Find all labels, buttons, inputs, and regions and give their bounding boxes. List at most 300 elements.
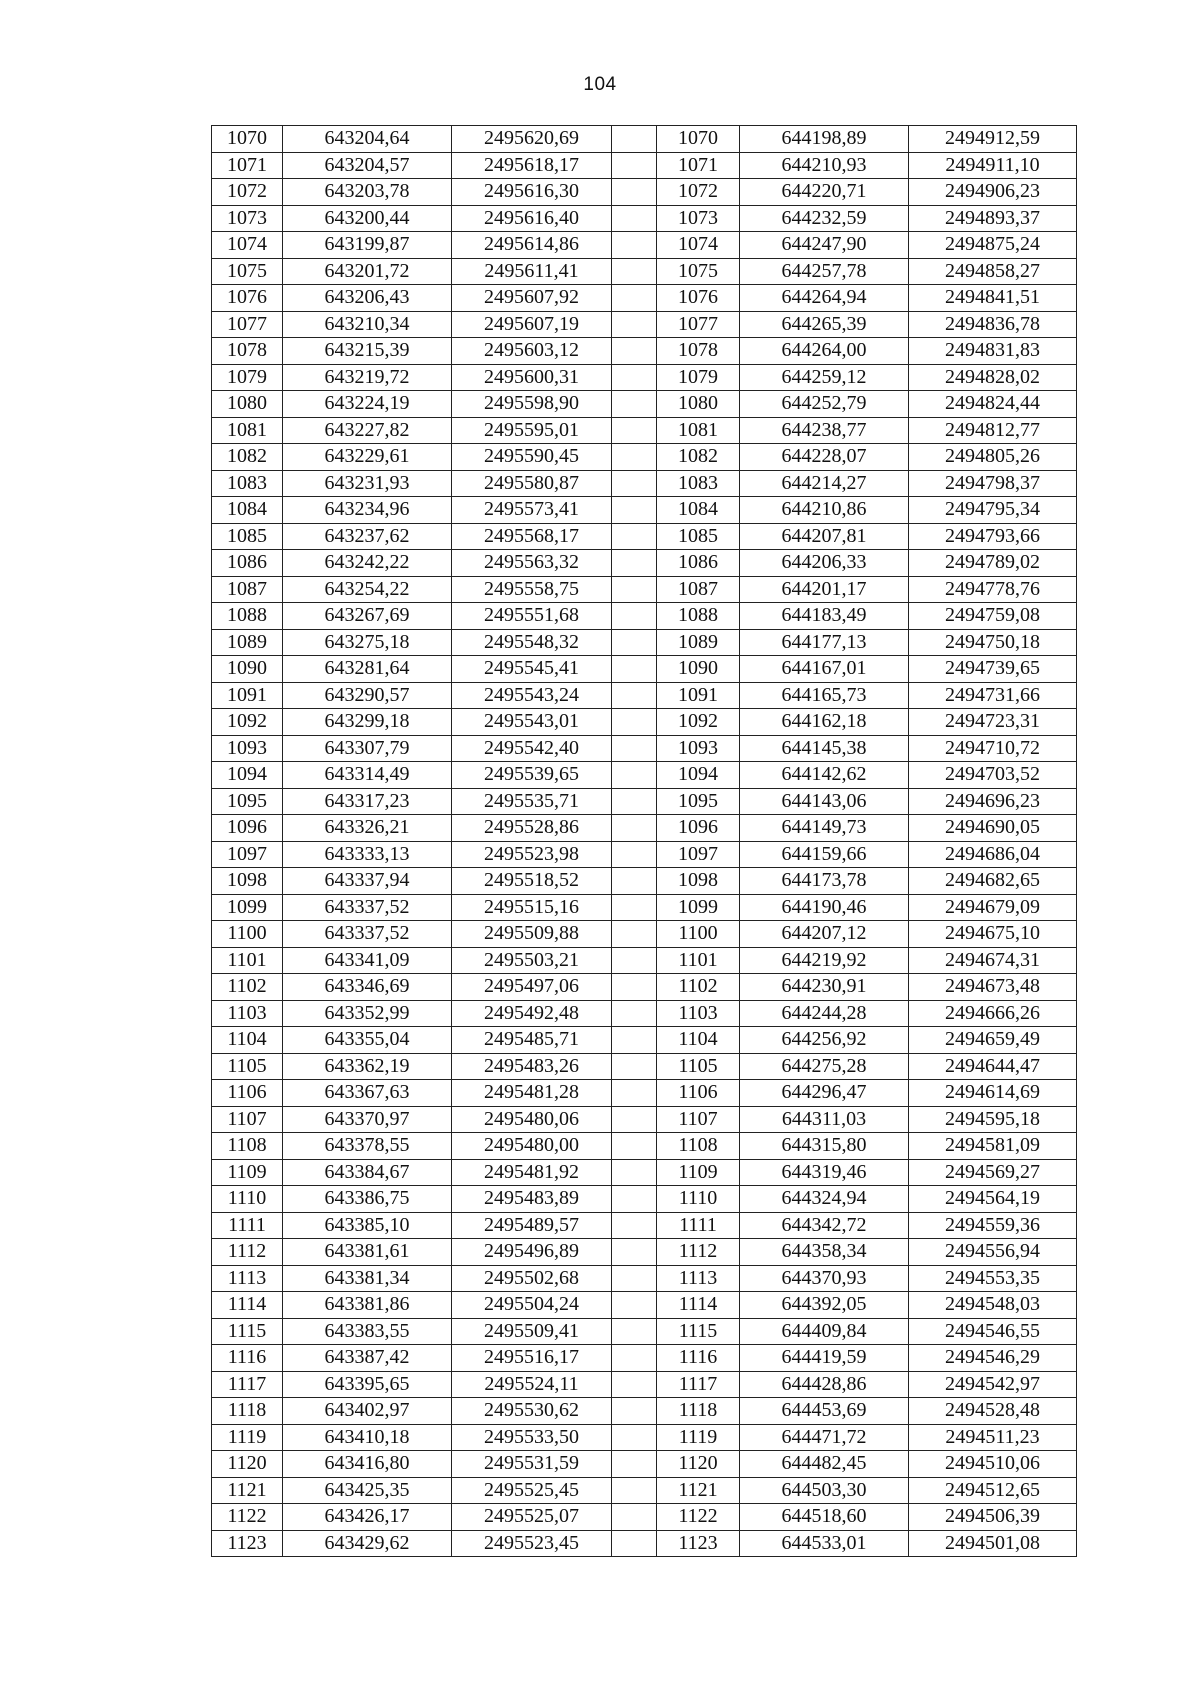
x-coordinate-left: 643234,96 (283, 497, 452, 524)
point-number-left: 1070 (212, 126, 283, 153)
spacer-cell (612, 205, 657, 232)
x-coordinate-right: 644342,72 (740, 1212, 909, 1239)
y-coordinate-right: 2494553,35 (909, 1265, 1077, 1292)
spacer-cell (612, 1424, 657, 1451)
y-coordinate-right: 2494679,09 (909, 894, 1077, 921)
table-row (212, 1530, 1077, 1557)
x-coordinate-right: 644533,01 (740, 1530, 909, 1557)
point-number-left: 1074 (212, 232, 283, 259)
y-coordinate-left: 2495533,50 (452, 1424, 612, 1451)
x-coordinate-right: 644256,92 (740, 1027, 909, 1054)
y-coordinate-right: 2494831,83 (909, 338, 1077, 365)
point-number-left: 1103 (212, 1000, 283, 1027)
point-number-right: 1120 (657, 1451, 740, 1478)
point-number-left: 1108 (212, 1133, 283, 1160)
table-row (212, 550, 1077, 577)
point-number-right: 1114 (657, 1292, 740, 1319)
point-number-right: 1117 (657, 1371, 740, 1398)
coordinates-table-body (212, 126, 1077, 1557)
x-coordinate-right: 644220,71 (740, 179, 909, 206)
point-number-left: 1076 (212, 285, 283, 312)
spacer-cell (612, 947, 657, 974)
point-number-left: 1113 (212, 1265, 283, 1292)
x-coordinate-right: 644219,92 (740, 947, 909, 974)
x-coordinate-right: 644162,18 (740, 709, 909, 736)
y-coordinate-right: 2494778,76 (909, 576, 1077, 603)
spacer-cell (612, 815, 657, 842)
point-number-left: 1073 (212, 205, 283, 232)
y-coordinate-right: 2494559,36 (909, 1212, 1077, 1239)
x-coordinate-left: 643215,39 (283, 338, 452, 365)
table-row (212, 815, 1077, 842)
table-row (212, 1504, 1077, 1531)
x-coordinate-right: 644482,45 (740, 1451, 909, 1478)
spacer-cell (612, 1000, 657, 1027)
x-coordinate-right: 644165,73 (740, 682, 909, 709)
x-coordinate-left: 643381,86 (283, 1292, 452, 1319)
x-coordinate-left: 643281,64 (283, 656, 452, 683)
point-number-right: 1100 (657, 921, 740, 948)
y-coordinate-left: 2495558,75 (452, 576, 612, 603)
x-coordinate-right: 644244,28 (740, 1000, 909, 1027)
point-number-right: 1111 (657, 1212, 740, 1239)
y-coordinate-right: 2494511,23 (909, 1424, 1077, 1451)
table-row (212, 1212, 1077, 1239)
y-coordinate-right: 2494836,78 (909, 311, 1077, 338)
table-row (212, 311, 1077, 338)
y-coordinate-right: 2494828,02 (909, 364, 1077, 391)
x-coordinate-right: 644201,17 (740, 576, 909, 603)
y-coordinate-right: 2494686,04 (909, 841, 1077, 868)
point-number-left: 1083 (212, 470, 283, 497)
y-coordinate-right: 2494510,06 (909, 1451, 1077, 1478)
spacer-cell (612, 1106, 657, 1133)
point-number-left: 1099 (212, 894, 283, 921)
y-coordinate-right: 2494581,09 (909, 1133, 1077, 1160)
spacer-cell (612, 1345, 657, 1372)
spacer-cell (612, 1451, 657, 1478)
x-coordinate-right: 644315,80 (740, 1133, 909, 1160)
page-number: 104 (583, 74, 617, 95)
point-number-right: 1076 (657, 285, 740, 312)
y-coordinate-left: 2495543,01 (452, 709, 612, 736)
y-coordinate-right: 2494512,65 (909, 1477, 1077, 1504)
point-number-right: 1071 (657, 152, 740, 179)
point-number-right: 1088 (657, 603, 740, 630)
table-row (212, 497, 1077, 524)
y-coordinate-left: 2495524,11 (452, 1371, 612, 1398)
point-number-right: 1101 (657, 947, 740, 974)
y-coordinate-right: 2494659,49 (909, 1027, 1077, 1054)
y-coordinate-right: 2494546,29 (909, 1345, 1077, 1372)
y-coordinate-left: 2495496,89 (452, 1239, 612, 1266)
y-coordinate-right: 2494690,05 (909, 815, 1077, 842)
table-row (212, 338, 1077, 365)
spacer-cell (612, 576, 657, 603)
point-number-right: 1080 (657, 391, 740, 418)
table-row (212, 391, 1077, 418)
table-row (212, 762, 1077, 789)
x-coordinate-left: 643299,18 (283, 709, 452, 736)
x-coordinate-left: 643231,93 (283, 470, 452, 497)
point-number-left: 1089 (212, 629, 283, 656)
x-coordinate-right: 644145,38 (740, 735, 909, 762)
point-number-right: 1078 (657, 338, 740, 365)
x-coordinate-left: 643201,72 (283, 258, 452, 285)
x-coordinate-right: 644264,00 (740, 338, 909, 365)
x-coordinate-right: 644214,27 (740, 470, 909, 497)
x-coordinate-left: 643200,44 (283, 205, 452, 232)
point-number-right: 1102 (657, 974, 740, 1001)
point-number-right: 1105 (657, 1053, 740, 1080)
y-coordinate-left: 2495503,21 (452, 947, 612, 974)
x-coordinate-left: 643378,55 (283, 1133, 452, 1160)
y-coordinate-left: 2495535,71 (452, 788, 612, 815)
spacer-cell (612, 762, 657, 789)
y-coordinate-left: 2495573,41 (452, 497, 612, 524)
table-row (212, 1292, 1077, 1319)
y-coordinate-right: 2494542,97 (909, 1371, 1077, 1398)
table-row (212, 947, 1077, 974)
y-coordinate-left: 2495531,59 (452, 1451, 612, 1478)
point-number-left: 1071 (212, 152, 283, 179)
y-coordinate-right: 2494506,39 (909, 1504, 1077, 1531)
point-number-right: 1085 (657, 523, 740, 550)
point-number-left: 1092 (212, 709, 283, 736)
y-coordinate-left: 2495563,32 (452, 550, 612, 577)
spacer-cell (612, 311, 657, 338)
spacer-cell (612, 497, 657, 524)
x-coordinate-right: 644275,28 (740, 1053, 909, 1080)
x-coordinate-right: 644257,78 (740, 258, 909, 285)
x-coordinate-left: 643237,62 (283, 523, 452, 550)
y-coordinate-right: 2494569,27 (909, 1159, 1077, 1186)
y-coordinate-right: 2494564,19 (909, 1186, 1077, 1213)
point-number-left: 1118 (212, 1398, 283, 1425)
table-row (212, 656, 1077, 683)
y-coordinate-right: 2494805,26 (909, 444, 1077, 471)
point-number-left: 1115 (212, 1318, 283, 1345)
x-coordinate-left: 643314,49 (283, 762, 452, 789)
table-row (212, 894, 1077, 921)
point-number-right: 1094 (657, 762, 740, 789)
y-coordinate-right: 2494723,31 (909, 709, 1077, 736)
x-coordinate-right: 644428,86 (740, 1371, 909, 1398)
x-coordinate-left: 643224,19 (283, 391, 452, 418)
x-coordinate-right: 644167,01 (740, 656, 909, 683)
table-row (212, 603, 1077, 630)
y-coordinate-right: 2494546,55 (909, 1318, 1077, 1345)
point-number-right: 1122 (657, 1504, 740, 1531)
spacer-cell (612, 974, 657, 1001)
point-number-right: 1093 (657, 735, 740, 762)
point-number-right: 1091 (657, 682, 740, 709)
y-coordinate-left: 2495489,57 (452, 1212, 612, 1239)
point-number-left: 1087 (212, 576, 283, 603)
y-coordinate-left: 2495590,45 (452, 444, 612, 471)
point-number-left: 1107 (212, 1106, 283, 1133)
y-coordinate-right: 2494674,31 (909, 947, 1077, 974)
spacer-cell (612, 364, 657, 391)
spacer-cell (612, 656, 657, 683)
point-number-right: 1070 (657, 126, 740, 153)
x-coordinate-left: 643429,62 (283, 1530, 452, 1557)
y-coordinate-left: 2495502,68 (452, 1265, 612, 1292)
x-coordinate-left: 643337,52 (283, 921, 452, 948)
point-number-right: 1077 (657, 311, 740, 338)
table-row (212, 258, 1077, 285)
y-coordinate-left: 2495504,24 (452, 1292, 612, 1319)
table-row (212, 1186, 1077, 1213)
x-coordinate-left: 643381,34 (283, 1265, 452, 1292)
point-number-right: 1097 (657, 841, 740, 868)
y-coordinate-left: 2495542,40 (452, 735, 612, 762)
y-coordinate-right: 2494841,51 (909, 285, 1077, 312)
point-number-left: 1095 (212, 788, 283, 815)
y-coordinate-right: 2494912,59 (909, 126, 1077, 153)
x-coordinate-right: 644319,46 (740, 1159, 909, 1186)
x-coordinate-left: 643290,57 (283, 682, 452, 709)
y-coordinate-left: 2495600,31 (452, 364, 612, 391)
table-row (212, 1027, 1077, 1054)
point-number-left: 1096 (212, 815, 283, 842)
x-coordinate-right: 644370,93 (740, 1265, 909, 1292)
table-row (212, 709, 1077, 736)
point-number-left: 1109 (212, 1159, 283, 1186)
point-number-right: 1092 (657, 709, 740, 736)
y-coordinate-left: 2495611,41 (452, 258, 612, 285)
point-number-right: 1083 (657, 470, 740, 497)
x-coordinate-left: 643385,10 (283, 1212, 452, 1239)
point-number-left: 1077 (212, 311, 283, 338)
y-coordinate-right: 2494595,18 (909, 1106, 1077, 1133)
y-coordinate-left: 2495539,65 (452, 762, 612, 789)
x-coordinate-left: 643384,67 (283, 1159, 452, 1186)
x-coordinate-right: 644177,13 (740, 629, 909, 656)
table-row (212, 417, 1077, 444)
table-row (212, 205, 1077, 232)
y-coordinate-right: 2494696,23 (909, 788, 1077, 815)
x-coordinate-left: 643355,04 (283, 1027, 452, 1054)
x-coordinate-right: 644252,79 (740, 391, 909, 418)
spacer-cell (612, 1292, 657, 1319)
spacer-cell (612, 1133, 657, 1160)
x-coordinate-right: 644247,90 (740, 232, 909, 259)
y-coordinate-left: 2495595,01 (452, 417, 612, 444)
y-coordinate-right: 2494548,03 (909, 1292, 1077, 1319)
spacer-cell (612, 1318, 657, 1345)
spacer-cell (612, 258, 657, 285)
spacer-cell (612, 417, 657, 444)
point-number-left: 1078 (212, 338, 283, 365)
x-coordinate-right: 644232,59 (740, 205, 909, 232)
y-coordinate-left: 2495523,98 (452, 841, 612, 868)
y-coordinate-right: 2494739,65 (909, 656, 1077, 683)
x-coordinate-left: 643204,57 (283, 152, 452, 179)
spacer-cell (612, 709, 657, 736)
x-coordinate-left: 643333,13 (283, 841, 452, 868)
point-number-right: 1087 (657, 576, 740, 603)
y-coordinate-left: 2495492,48 (452, 1000, 612, 1027)
point-number-left: 1084 (212, 497, 283, 524)
point-number-left: 1106 (212, 1080, 283, 1107)
y-coordinate-left: 2495518,52 (452, 868, 612, 895)
x-coordinate-left: 643267,69 (283, 603, 452, 630)
point-number-right: 1098 (657, 868, 740, 895)
table-row (212, 788, 1077, 815)
x-coordinate-left: 643352,99 (283, 1000, 452, 1027)
point-number-left: 1121 (212, 1477, 283, 1504)
y-coordinate-left: 2495543,24 (452, 682, 612, 709)
x-coordinate-left: 643219,72 (283, 364, 452, 391)
spacer-cell (612, 179, 657, 206)
point-number-right: 1079 (657, 364, 740, 391)
x-coordinate-left: 643203,78 (283, 179, 452, 206)
point-number-left: 1123 (212, 1530, 283, 1557)
point-number-left: 1081 (212, 417, 283, 444)
table-row (212, 841, 1077, 868)
spacer-cell (612, 444, 657, 471)
x-coordinate-left: 643242,22 (283, 550, 452, 577)
point-number-right: 1074 (657, 232, 740, 259)
point-number-right: 1075 (657, 258, 740, 285)
table-row (212, 152, 1077, 179)
table-row (212, 974, 1077, 1001)
coordinates-table (211, 125, 1077, 1557)
table-row (212, 682, 1077, 709)
table-row (212, 1424, 1077, 1451)
point-number-right: 1121 (657, 1477, 740, 1504)
spacer-cell (612, 682, 657, 709)
x-coordinate-left: 643317,23 (283, 788, 452, 815)
y-coordinate-left: 2495528,86 (452, 815, 612, 842)
point-number-left: 1122 (212, 1504, 283, 1531)
point-number-left: 1101 (212, 947, 283, 974)
y-coordinate-left: 2495530,62 (452, 1398, 612, 1425)
y-coordinate-right: 2494824,44 (909, 391, 1077, 418)
x-coordinate-left: 643337,94 (283, 868, 452, 895)
x-coordinate-left: 643307,79 (283, 735, 452, 762)
point-number-left: 1111 (212, 1212, 283, 1239)
y-coordinate-right: 2494675,10 (909, 921, 1077, 948)
point-number-left: 1110 (212, 1186, 283, 1213)
table-row (212, 1345, 1077, 1372)
x-coordinate-right: 644210,86 (740, 497, 909, 524)
spacer-cell (612, 550, 657, 577)
point-number-right: 1073 (657, 205, 740, 232)
point-number-left: 1080 (212, 391, 283, 418)
spacer-cell (612, 470, 657, 497)
table-row (212, 1477, 1077, 1504)
table-row (212, 735, 1077, 762)
y-coordinate-right: 2494759,08 (909, 603, 1077, 630)
point-number-right: 1109 (657, 1159, 740, 1186)
y-coordinate-right: 2494614,69 (909, 1080, 1077, 1107)
point-number-left: 1094 (212, 762, 283, 789)
point-number-right: 1104 (657, 1027, 740, 1054)
point-number-left: 1102 (212, 974, 283, 1001)
table-row (212, 1239, 1077, 1266)
table-row (212, 576, 1077, 603)
spacer-cell (612, 232, 657, 259)
x-coordinate-left: 643410,18 (283, 1424, 452, 1451)
point-number-right: 1113 (657, 1265, 740, 1292)
x-coordinate-left: 643341,09 (283, 947, 452, 974)
y-coordinate-right: 2494703,52 (909, 762, 1077, 789)
y-coordinate-right: 2494682,65 (909, 868, 1077, 895)
x-coordinate-right: 644265,39 (740, 311, 909, 338)
x-coordinate-right: 644173,78 (740, 868, 909, 895)
y-coordinate-right: 2494501,08 (909, 1530, 1077, 1557)
point-number-left: 1072 (212, 179, 283, 206)
x-coordinate-left: 643425,35 (283, 1477, 452, 1504)
x-coordinate-right: 644471,72 (740, 1424, 909, 1451)
y-coordinate-left: 2495485,71 (452, 1027, 612, 1054)
x-coordinate-right: 644419,59 (740, 1345, 909, 1372)
x-coordinate-left: 643346,69 (283, 974, 452, 1001)
x-coordinate-right: 644296,47 (740, 1080, 909, 1107)
table-row (212, 1398, 1077, 1425)
spacer-cell (612, 1186, 657, 1213)
y-coordinate-left: 2495607,19 (452, 311, 612, 338)
y-coordinate-left: 2495618,17 (452, 152, 612, 179)
y-coordinate-right: 2494731,66 (909, 682, 1077, 709)
x-coordinate-right: 644228,07 (740, 444, 909, 471)
y-coordinate-right: 2494893,37 (909, 205, 1077, 232)
table-row (212, 1053, 1077, 1080)
spacer-cell (612, 126, 657, 153)
point-number-right: 1090 (657, 656, 740, 683)
x-coordinate-left: 643254,22 (283, 576, 452, 603)
table-row (212, 523, 1077, 550)
y-coordinate-right: 2494789,02 (909, 550, 1077, 577)
point-number-left: 1116 (212, 1345, 283, 1372)
x-coordinate-left: 643210,34 (283, 311, 452, 338)
y-coordinate-left: 2495483,89 (452, 1186, 612, 1213)
table-row (212, 1080, 1077, 1107)
spacer-cell (612, 1504, 657, 1531)
x-coordinate-left: 643227,82 (283, 417, 452, 444)
point-number-right: 1103 (657, 1000, 740, 1027)
point-number-left: 1085 (212, 523, 283, 550)
point-number-right: 1096 (657, 815, 740, 842)
x-coordinate-right: 644190,46 (740, 894, 909, 921)
x-coordinate-right: 644358,34 (740, 1239, 909, 1266)
x-coordinate-left: 643362,19 (283, 1053, 452, 1080)
point-number-left: 1098 (212, 868, 283, 895)
point-number-left: 1112 (212, 1239, 283, 1266)
table-row (212, 364, 1077, 391)
spacer-cell (612, 894, 657, 921)
table-row (212, 868, 1077, 895)
x-coordinate-right: 644142,62 (740, 762, 909, 789)
spacer-cell (612, 1371, 657, 1398)
point-number-right: 1123 (657, 1530, 740, 1557)
x-coordinate-left: 643337,52 (283, 894, 452, 921)
y-coordinate-left: 2495483,26 (452, 1053, 612, 1080)
x-coordinate-right: 644183,49 (740, 603, 909, 630)
point-number-left: 1075 (212, 258, 283, 285)
y-coordinate-right: 2494812,77 (909, 417, 1077, 444)
x-coordinate-right: 644259,12 (740, 364, 909, 391)
table-row (212, 126, 1077, 153)
x-coordinate-left: 643381,61 (283, 1239, 452, 1266)
table-row (212, 921, 1077, 948)
y-coordinate-right: 2494858,27 (909, 258, 1077, 285)
point-number-right: 1119 (657, 1424, 740, 1451)
y-coordinate-left: 2495580,87 (452, 470, 612, 497)
point-number-left: 1120 (212, 1451, 283, 1478)
